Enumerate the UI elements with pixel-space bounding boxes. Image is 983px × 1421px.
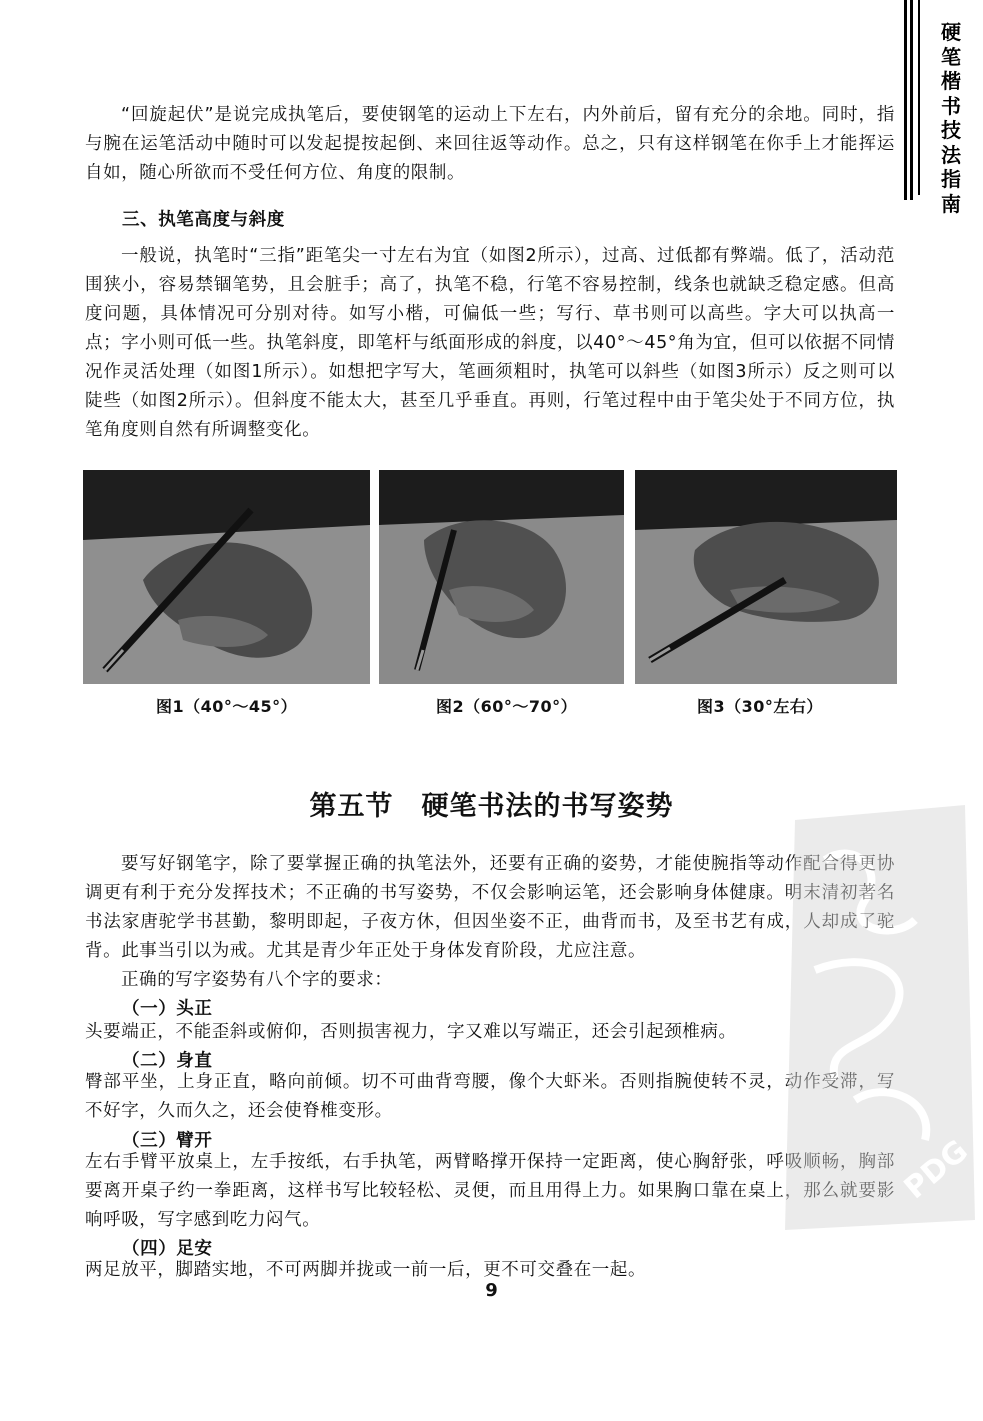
- watermark-seal: [765, 800, 980, 1230]
- figure-1-angle: （40°～45°）: [184, 697, 298, 716]
- item4-heading: （四）足安: [122, 1239, 213, 1259]
- figure-1-caption: [156, 694, 297, 717]
- item3-body: 左右手臂平放桌上，左手按纸，右手执笔，两臂略撑开保持一定距离，使心胸舒张，呼吸顺畅，胸部要离开桌子约一拳距离，这样书写比较轻松、灵便，而且用得上力。如果胸口靠在桌上，那么就要影响呼吸，写字感到吃力闷气。: [85, 1152, 895, 1230]
- section5-title: 第五节 硬笔书法的书写姿势: [309, 791, 674, 822]
- figure-2-photo: [379, 470, 624, 684]
- item1-heading: （一）头正: [122, 999, 213, 1019]
- figure-3-caption: [697, 694, 823, 717]
- figure-1-photo: [83, 470, 370, 684]
- figure-1-label: 图1: [156, 697, 185, 716]
- watermark-text: PDG: [897, 1133, 975, 1207]
- figure-2-angle: （60°～70°）: [464, 697, 578, 716]
- figure-2-caption: [436, 694, 577, 717]
- figure-3-label: 图3: [697, 697, 726, 716]
- section3-body: 一般说，执笔时“三指”距笔尖一寸左右为宜（如图2所示），过高、过低都有弊端。低了，活动范围狭小，容易禁锢笔势，且会脏手；高了，执笔不稳，行笔不容易控制，线条也就缺乏稳定感。但高度问题，具体情况可分别对待。如写小楷，可偏低一些；写行、草书则可以高些。字大可以执高一点；字小则可低一些。执笔斜度，即笔杆与纸面形成的斜度，以40°～45°角为宜，但可以依据不同情况作灵活处理（如图1所示）。如想把字写大，笔画须粗时，执笔可以斜些（如图3所示）反之则可以陡些（如图2所示）。但斜度不能太大，甚至几乎垂直。再则，行笔过程中由于笔尖处于不同方位，执笔角度则自然有所调整变化。: [85, 246, 895, 440]
- page-number: 9: [485, 1280, 498, 1301]
- item4-body: 两足放平，脚踏实地，不可两脚并拢或一前一后，更不可交叠在一起。: [85, 1260, 647, 1280]
- item2-body: 臀部平坐，上身正直，略向前倾。切不可曲背弯腰，像个大虾米。否则指腕使转不灵，动作受滞，写不好字，久而久之，还会使脊椎变形。: [85, 1072, 895, 1121]
- side-rule-decoration: [904, 0, 915, 200]
- intro-paragraph: “回旋起伏”是说完成执笔后，要使钢笔的运动上下左右，内外前后，留有充分的余地。同时，指与腕在运笔活动中随时可以发起提按起倒、来回往返等动作。总之，只有这样钢笔在你手上才能挥运自如，随心所欲而不受任何方位、角度的限制。: [85, 105, 895, 183]
- side-tab-title: 硬笔楷书技法指南: [941, 20, 961, 216]
- side-rule-line: [918, 0, 920, 195]
- item1-body: 头要端正，不能歪斜或俯仰，否则损害视力，字又难以写端正，还会引起颈椎病。: [85, 1022, 737, 1042]
- figure-3-angle: （30°左右）: [725, 697, 823, 716]
- figure-3-photo: [635, 470, 897, 684]
- section5-para2: 正确的写字姿势有八个字的要求：: [121, 970, 393, 990]
- section3-heading: 三、执笔高度与斜度: [122, 210, 285, 230]
- section5-para1: 要写好钢笔字，除了要掌握正确的执笔法外，还要有正确的姿势，才能使腕指等动作配合得更协调更有利于充分发挥技术；不正确的书写姿势，不仅会影响运笔，还会影响身体健康。明末清初著名书法家唐驼学书甚勤，黎明即起，子夜方休，但因坐姿不正，曲背而书，及至书艺有成，人却成了驼背。此事当引以为戒。尤其是青少年正处于身体发育阶段，尤应注意。: [85, 854, 895, 961]
- item2-heading: （二）身直: [122, 1051, 213, 1071]
- item3-heading: （三）臂开: [122, 1131, 213, 1151]
- figure-2-label: 图2: [436, 697, 465, 716]
